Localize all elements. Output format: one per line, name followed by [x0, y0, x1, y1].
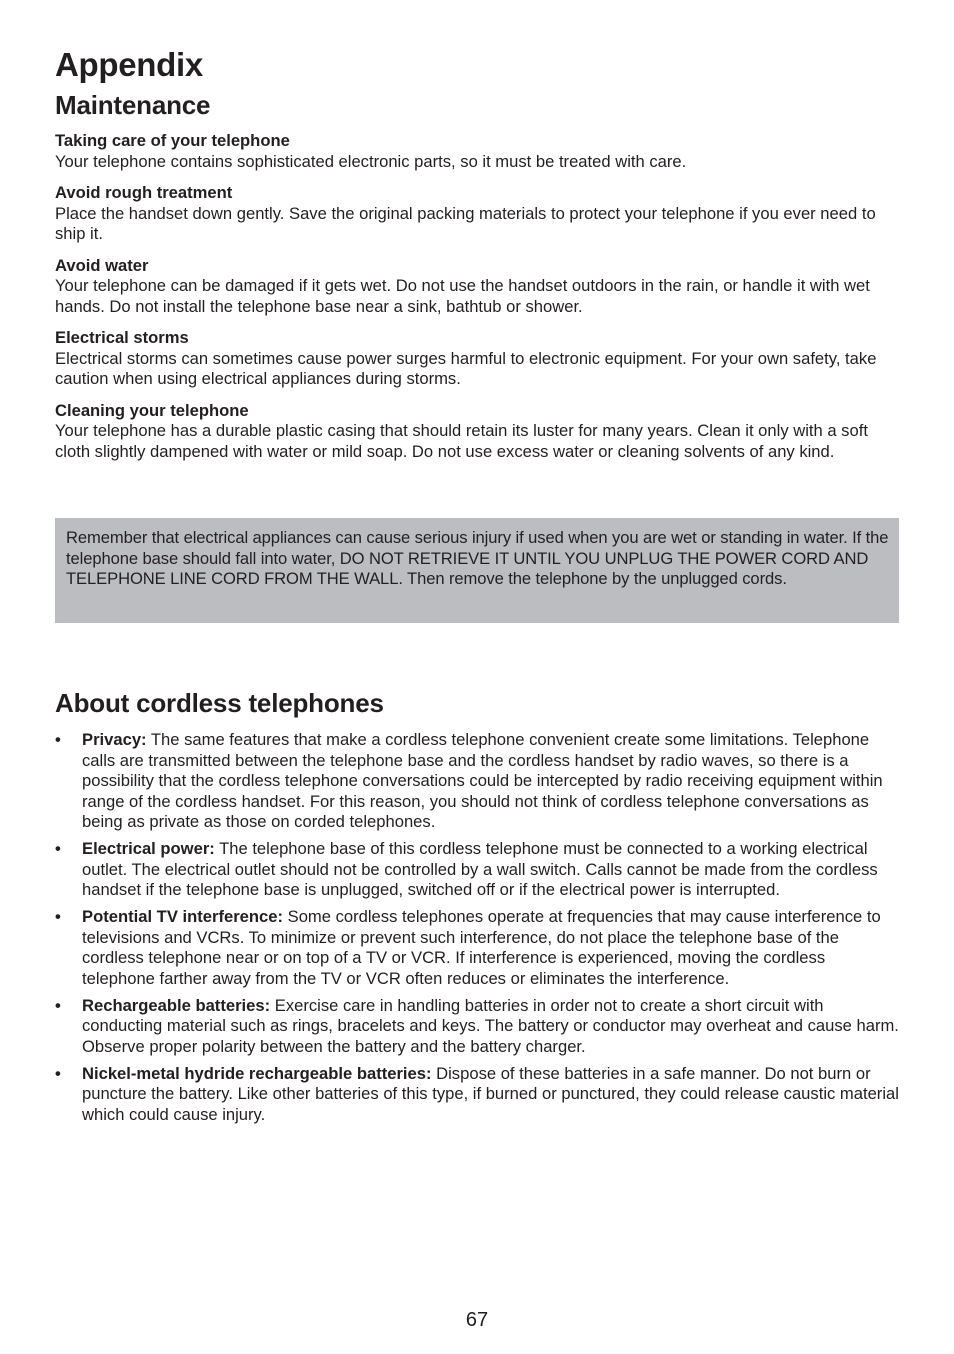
subsection-cleaning [55, 401, 899, 463]
warning-text: Remember that electrical appliances can cause serious injury if used when you are wet or standing in water. If the telephone base should fall into water, DO NOT RETRIEVE IT UNTIL YOU UNPLUG THE POWER CORD AND TELEPHONE LINE CORD FROM THE WALL. Then remove the telephone by the unplugged cords. [66, 528, 889, 588]
about-bullet-list [55, 730, 899, 1132]
subsection-text: Your telephone can be damaged if it gets wet. Do not use the handset outdoors in the rain, or handle it with wet hands. Do not install the telephone base near a sink, bathtub or shower. [55, 276, 870, 316]
subsection-text: Your telephone has a durable plastic casing that should retain its luster for many years. Clean it only with a soft cloth slightly dampened with water or mild soap. Do not use excess water or cleaning solvents of any kind. [55, 421, 868, 461]
subsection-text: Electrical storms can sometimes cause power surges harmful to electronic equipment. For your own safety, take caution when using electrical appliances during storms. [55, 348, 877, 388]
item-label: Rechargeable batteries: [82, 995, 271, 1015]
page-title: Appendix [55, 46, 203, 83]
subsection-heading: Electrical storms [55, 328, 189, 347]
bullet-icon: • [55, 995, 61, 1015]
subsection-rough-treatment [55, 183, 899, 245]
list-item-electrical-power [55, 839, 899, 901]
warning-box [55, 518, 899, 623]
item-label: Privacy: [82, 730, 147, 749]
item-text: The same features that make a cordless telephone convenient create some limitations. Telephone calls are transmitted between the telephone base and the cordless handset by radio waves, so there is a possibility that the cordless telephone conversations could be intercepted by radio receiving equipment within range of the cordless handset. For this reason, you should not think of cordless telephone conversations as being as private as those on corded telephones. [82, 730, 883, 831]
subsection-heading: Taking care of your telephone [55, 131, 290, 150]
maintenance-sections [55, 131, 899, 473]
subsection-electrical-storms [55, 328, 899, 390]
item-text: Some cordless telephones operate at frequencies that may cause interference to televisions and VCRs. To minimize or prevent such interference, do not place the telephone base of the cordless telephone near or on top of a TV or VCR. If interference is experienced, moving the cordless telephone farther away from the TV or VCR often reduces or eliminates the interference. [82, 907, 881, 988]
subsection-heading: Avoid rough treatment [55, 183, 233, 202]
item-text: Dispose of these batteries in a safe manner. Do not burn or puncture the battery. Like other batteries of this type, if burned or punctured, they could release caustic material which could cause injury. [82, 1063, 899, 1124]
subsection-heading: Avoid water [55, 255, 149, 275]
bullet-icon: • [55, 839, 61, 858]
item-label: Electrical power: [82, 839, 215, 858]
item-text: Exercise care in handling batteries in order not to create a short circuit with conducting material such as rings, bracelets and keys. The battery or conductor may overheat and cause harm. Observe proper polarity between the battery and the battery charger. [82, 995, 899, 1056]
item-text: The telephone base of this cordless telephone must be connected to a working electrical outlet. The electrical outlet should not be controlled by a wall switch. Calls cannot be made from the cordless handset if the telephone base is unplugged, switched off or if the electrical power is interrupted. [82, 839, 878, 899]
item-label: Potential TV interference: [82, 907, 284, 926]
bullet-icon: • [55, 1063, 61, 1083]
bullet-icon: • [55, 907, 61, 926]
page-number: 67 [465, 1309, 489, 1331]
item-label: Nickel-metal hydride rechargeable batteries: [82, 1063, 432, 1083]
subsection-avoid-water [55, 256, 899, 318]
list-item-tv-interference [55, 907, 899, 989]
list-item-nimh-batteries [55, 1064, 899, 1126]
subsection-text: Place the handset down gently. Save the original packing materials to protect your telephone if you ever need to ship it. [55, 203, 876, 243]
subsection-text: Your telephone contains sophisticated electronic parts, so it must be treated with care. [55, 151, 687, 171]
maintenance-heading: Maintenance [55, 90, 211, 120]
subsection-taking-care [55, 131, 899, 172]
subsection-heading: Cleaning your telephone [55, 400, 249, 420]
bullet-icon: • [55, 730, 61, 749]
about-cordless-heading: About cordless telephones [55, 688, 384, 718]
list-item-rechargeable-batteries [55, 996, 899, 1058]
list-item-privacy [55, 730, 899, 833]
